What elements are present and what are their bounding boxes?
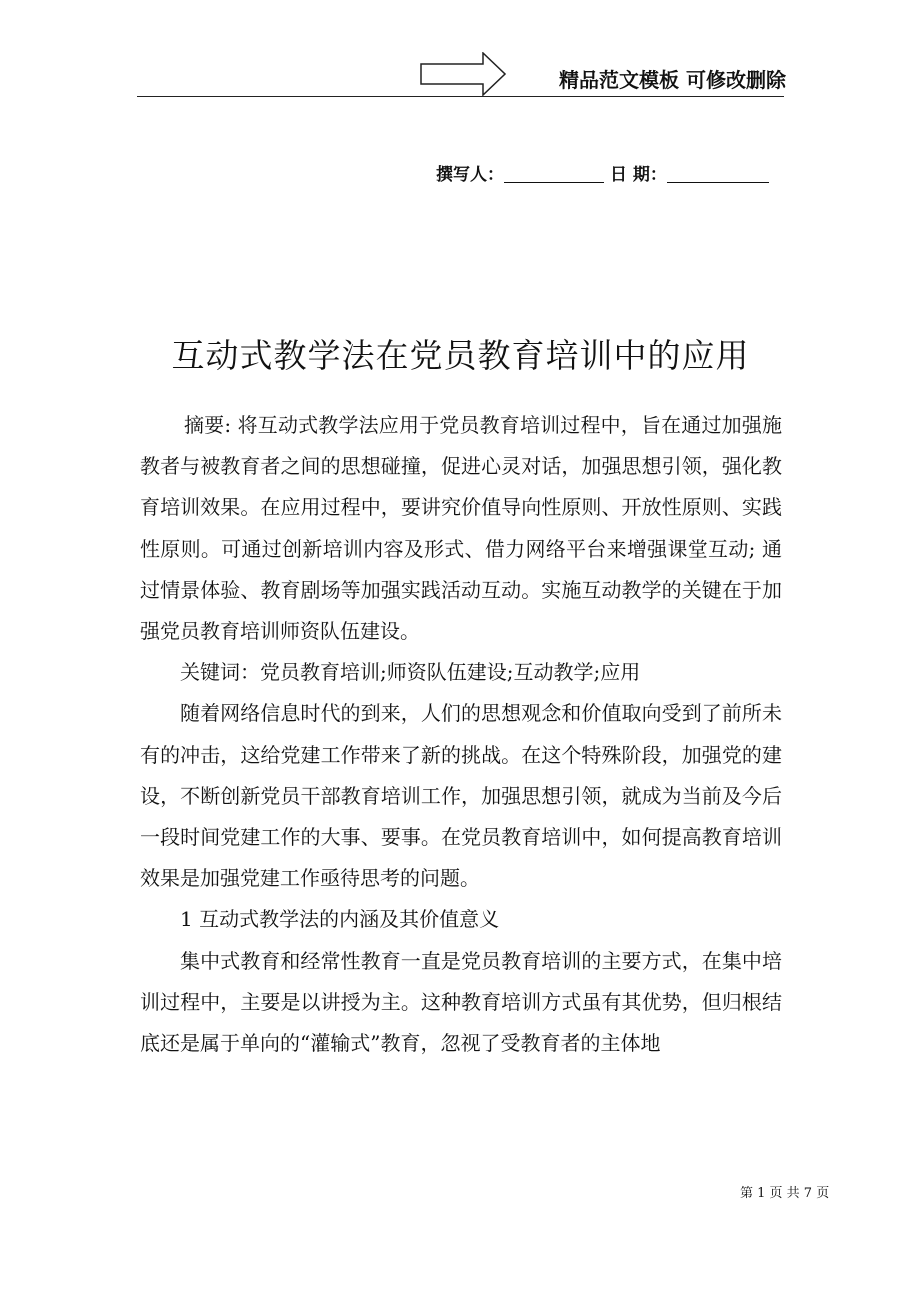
date-label: 日 期： <box>610 165 667 185</box>
template-label: 精品范文模板 可修改删除 <box>559 68 786 92</box>
body-paragraph: 集中式教育和经常性教育一直是党员教育培训的主要方式，在集中培训过程中，主要是以讲授为主。这种教育培训方式虽有其优势，但归根结底还是属于单向的“灌输式”教育，忽视了受教育者的主体地 <box>140 948 782 1056</box>
intro-paragraph: 随着网络信息时代的到来，人们的思想观念和价值取向受到了前所未有的冲击，这给党建工作带来了新的挑战。在这个特殊阶段，加强党的建设，不断创新党员干部教育培训工作，加强思想引领，就成为当前及今后一段时间党建工作的大事、要事。在党员教育培训中，如何提高教育培训效果是加强党建工作亟待思考的问题。 <box>140 701 782 891</box>
date-blank-field <box>667 162 769 183</box>
page-header <box>0 0 920 100</box>
page-number: 第 1 页 共 7 页 <box>740 1186 830 1201</box>
author-blank-field <box>504 162 604 183</box>
abstract-paragraph: 摘要: 将互动式教学法应用于党员教育培训过程中，旨在通过加强施教者与被教育者之间的思想碰撞，促进心灵对话，加强思想引领，强化教育培训效果。在应用过程中，要讲究价值导向性原则、开放性原则、实践性原则。可通过创新培训内容及形式、借力网络平台来增强课堂互动; 通过情景体验、教育剧场等加强实践活动互动。实施互动教学的关键在于加强党员教育培训师资队伍建设。 <box>140 413 782 644</box>
section-heading: 1 互动式教学法的内涵及其价值意义 <box>180 907 500 932</box>
document-body <box>140 405 782 1064</box>
keywords-paragraph: 关键词：党员教育培训;师资队伍建设;互动教学;应用 <box>180 660 641 685</box>
author-label: 撰写人： <box>436 165 504 185</box>
document-title: 互动式教学法在党员教育培训中的应用 <box>171 336 750 375</box>
author-date-line <box>436 160 769 185</box>
header-divider <box>137 96 784 97</box>
arrow-right-icon <box>420 52 506 96</box>
